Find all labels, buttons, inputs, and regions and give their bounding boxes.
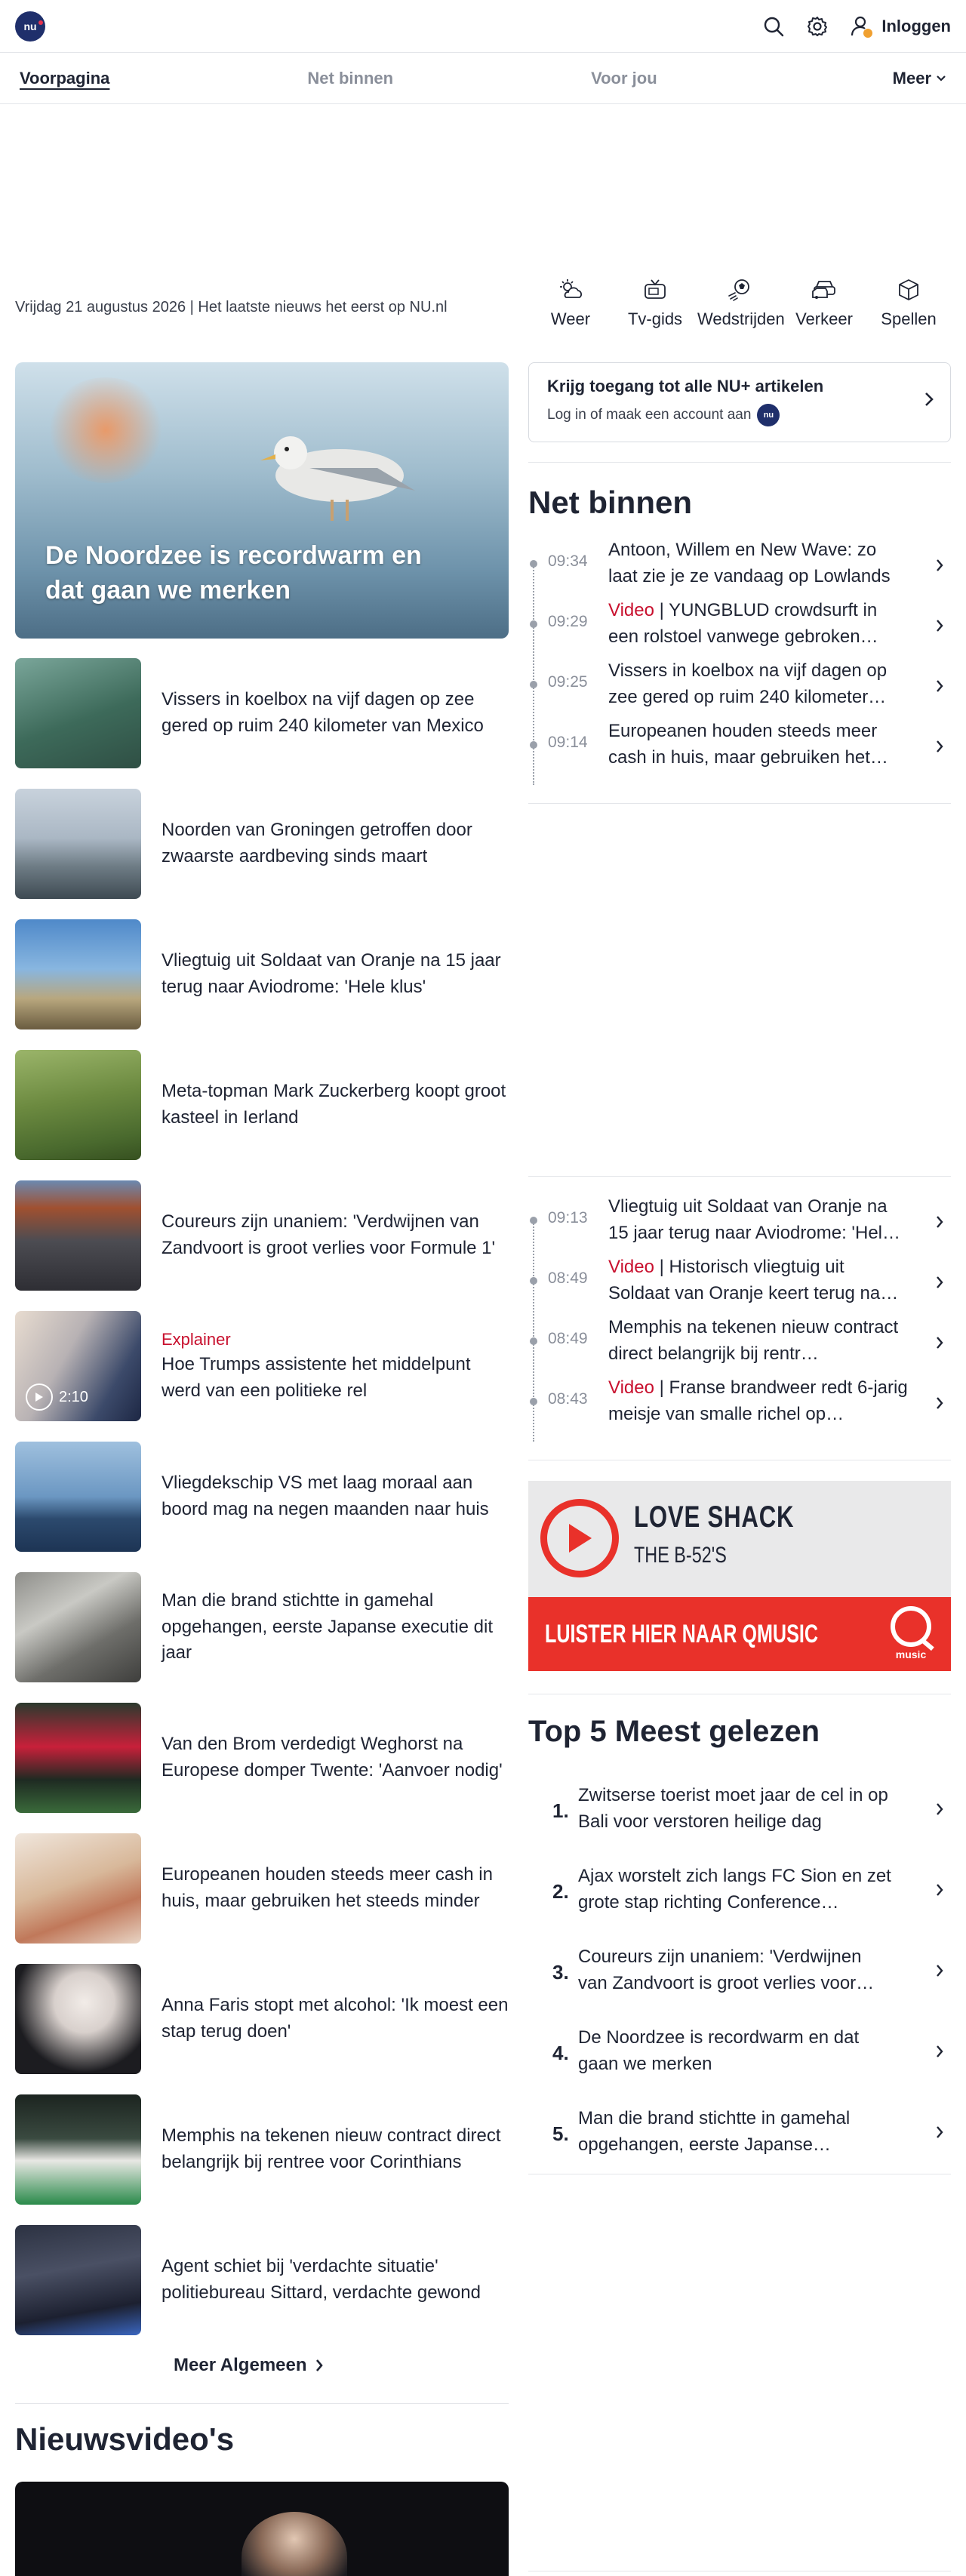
dateline: Vrijdag 21 augustus 2026 | Het laatste nieuws het eerst op NU.nl [15, 299, 448, 315]
divider [528, 1176, 951, 1177]
qmusic-now-playing [528, 1481, 951, 1597]
list-item[interactable] [15, 1180, 509, 1291]
video-duration: 2:10 [59, 1388, 88, 1405]
login-button[interactable] [850, 14, 951, 38]
chevron-right-icon [936, 740, 943, 753]
list-item[interactable] [15, 1964, 509, 2074]
explainer-label: Explainer [162, 1330, 231, 1350]
list-item[interactable] [15, 1572, 509, 1682]
list-item[interactable] [15, 1703, 509, 1813]
list-item[interactable] [15, 658, 509, 768]
car-icon [811, 278, 838, 302]
chevron-right-icon [936, 1215, 943, 1229]
top5-list [528, 1783, 951, 2187]
qmusic-song: LOVE SHACK [634, 1500, 795, 1534]
tab-voor-jou[interactable]: Voor jou [591, 68, 657, 88]
article-title: Noorden van Groningen getroffen door zwaarste aardbeving sinds maart [162, 820, 472, 866]
timeline-time: 09:25 [548, 673, 588, 691]
qmusic-banner[interactable] [528, 1481, 951, 1671]
article-thumbnail [15, 2225, 141, 2335]
article-thumbnail [15, 1311, 141, 1421]
timeline-item[interactable] [528, 1194, 951, 1254]
user-icon [850, 14, 874, 38]
article-thumbnail [15, 1442, 141, 1552]
article-thumbnail [15, 789, 141, 899]
timeline-item[interactable] [528, 719, 951, 779]
article-title: Van den Brom verdedigt Weghorst na Europese domper Twente: 'Aanvoer nodig' [162, 1734, 503, 1780]
top5-text: De Noordzee is recordwarm en dat gaan we merken [578, 2027, 860, 2074]
nav-more-label: Meer [892, 68, 931, 88]
net-binnen-title: Net binnen [528, 485, 692, 520]
video-label: Video [608, 1377, 654, 1398]
meer-algemeen-link[interactable] [174, 2355, 324, 2376]
hero-title: De Noordzee is recordwarm en dat gaan we merken [45, 541, 422, 605]
list-item[interactable] [15, 2094, 509, 2205]
article-title: Hoe Trumps assistente het middelpunt werd van een politieke rel [162, 1354, 471, 1401]
hero-image-detail [45, 377, 166, 483]
timeline-dot [530, 1217, 537, 1224]
nuplus-sub-text: Log in of maak een account aan [547, 407, 752, 423]
weather-icon [557, 278, 584, 302]
timeline-dot [530, 1398, 537, 1405]
header-actions [762, 14, 951, 38]
hero-article[interactable] [15, 362, 509, 639]
timeline-item[interactable] [528, 658, 951, 719]
tab-voorpagina[interactable]: Voorpagina [20, 68, 110, 88]
article-title: Coureurs zijn unaniem: 'Verdwijnen van Zandvoort is groot verlies voor Formule 1' [162, 1211, 496, 1258]
nieuwsvideos-title: Nieuwsvideo's [15, 2421, 235, 2457]
video-image-detail [242, 2512, 347, 2576]
meer-algemeen-label: Meer Algemeen [174, 2355, 307, 2375]
service-label: Wedstrijden [697, 309, 785, 328]
timeline-time: 09:13 [548, 1209, 588, 1226]
list-item[interactable] [15, 1833, 509, 1944]
nuplus-banner[interactable] [528, 362, 951, 442]
chevron-right-icon [936, 2045, 943, 2058]
top5-rank: 1. [552, 1799, 569, 1822]
service-spellen[interactable] [866, 278, 951, 329]
separator: | [659, 600, 664, 620]
service-tv-gids[interactable] [613, 278, 697, 329]
video-label: Video [608, 600, 654, 620]
article-thumbnail [15, 1050, 141, 1160]
timeline-time: 08:49 [548, 1330, 588, 1347]
nuplus-heading: Krijg toegang tot alle NU+ artikelen [547, 377, 824, 395]
article-title: Europeanen houden steeds meer cash in huis, maar gebruiken het steeds minder [162, 1864, 493, 1911]
qmusic-cta: LUISTER HIER NAAR QMUSIC [545, 1620, 819, 1648]
timeline-text: Antoon, Willem en New Wave: zo laat zie je ze vandaag op Lowlands [608, 540, 891, 586]
separator: | [659, 1377, 664, 1398]
top5-text: Ajax worstelt zich langs FC Sion en zet grote stap richting Conference… [578, 1866, 891, 1913]
top5-text: Zwitserse toerist moet jaar de cel in op Bali voor verstoren heilige dag [578, 1785, 888, 1832]
divider [528, 803, 951, 804]
top5-rank: 4. [552, 2042, 569, 2064]
top5-item[interactable] [528, 1944, 951, 2025]
article-thumbnail [15, 1703, 141, 1813]
divider [15, 2403, 509, 2404]
list-item[interactable] [15, 789, 509, 899]
timeline-headline: YUNGBLUD crowdsurft in een rolstoel vanwege gebroken… [608, 600, 878, 647]
timeline-dot [530, 560, 537, 568]
qmusic-cta-bar [528, 1597, 951, 1671]
tab-net-binnen[interactable]: Net binnen [307, 68, 394, 88]
video-thumbnail[interactable] [15, 2482, 509, 2576]
timeline-item[interactable] [528, 537, 951, 598]
chevron-right-icon [936, 1802, 943, 1816]
timeline-time: 09:14 [548, 734, 588, 751]
video-label: Video [608, 1257, 654, 1277]
top5-item[interactable] [528, 1783, 951, 1864]
article-title: Vissers in koelbox na vijf dagen op zee gered op ruim 240 kilometer van Mexico [162, 689, 484, 736]
article-title: Agent schiet bij 'verdachte situatie' politiebureau Sittard, verdachte gewond [162, 2256, 481, 2303]
net-binnen-list-1 [528, 537, 951, 779]
list-item[interactable] [15, 919, 509, 1029]
timeline-text [608, 1375, 910, 1428]
chevron-right-icon [936, 1964, 943, 1977]
chevron-right-icon [936, 1336, 943, 1350]
article-thumbnail [15, 658, 141, 768]
list-item[interactable] [15, 2225, 509, 2335]
qmusic-logo [884, 1606, 937, 1662]
football-icon [726, 278, 753, 302]
timeline-dot [530, 741, 537, 749]
timeline-text [608, 1254, 910, 1307]
divider [528, 462, 951, 463]
service-weer[interactable] [528, 278, 613, 329]
search-icon[interactable] [762, 15, 785, 38]
article-title: Vliegtuig uit Soldaat van Oranje na 15 jaar terug naar Aviodrome: 'Hele klus' [162, 950, 501, 997]
chevron-right-icon [936, 559, 943, 572]
top5-text: Man die brand stichtte in gamehal opgehangen, eerste Japanse… [578, 2108, 851, 2155]
chevron-right-icon [924, 392, 934, 407]
top5-rank: 2. [552, 1880, 569, 1903]
service-label: Tv-gids [627, 309, 683, 328]
top5-title: Top 5 Meest gelezen [528, 1715, 820, 1748]
separator: | [659, 1257, 664, 1277]
timeline-time: 08:43 [548, 1390, 588, 1408]
timeline-text: Memphis na tekenen nieuw contract direct belangrijk bij rentr… [608, 1317, 899, 1364]
timeline-dot [530, 681, 537, 688]
top5-item[interactable] [528, 1864, 951, 1944]
chevron-right-icon [936, 1396, 943, 1410]
chevron-down-icon [936, 75, 946, 82]
service-verkeer[interactable] [782, 278, 866, 329]
service-label: Weer [550, 309, 591, 328]
article-title: Meta-topman Mark Zuckerberg koopt groot kasteel in Ierland [162, 1081, 506, 1128]
list-item[interactable] [15, 1442, 509, 1552]
article-thumbnail [15, 1180, 141, 1291]
timeline-headline: Franse brandweer redt 6-jarig meisje van smalle richel op… [608, 1377, 908, 1424]
service-label: Verkeer [795, 309, 853, 328]
timeline-time: 09:34 [548, 552, 588, 570]
top5-item[interactable] [528, 2025, 951, 2106]
top5-rank: 3. [552, 1961, 569, 1984]
chevron-right-icon [936, 619, 943, 632]
service-wedstrijden[interactable] [697, 278, 785, 329]
timeline-item[interactable] [528, 598, 951, 658]
article-thumbnail [15, 2094, 141, 2205]
list-item[interactable] [15, 1311, 509, 1421]
nu-logo[interactable]: nu [15, 11, 45, 42]
timeline-time: 08:49 [548, 1270, 588, 1287]
top5-rank: 5. [552, 2122, 569, 2145]
timeline-text [608, 598, 910, 651]
timeline-text: Vissers in koelbox na vijf dagen op zee gered op ruim 240 kilometer… [608, 660, 888, 707]
timeline-dot [530, 1337, 537, 1345]
article-title: Anna Faris stopt met alcohol: 'Ik moest een stap terug doen' [162, 1995, 509, 2042]
article-thumbnail [15, 1833, 141, 1944]
main-nav [0, 53, 966, 104]
chevron-right-icon [936, 2125, 943, 2139]
chevron-right-icon [936, 1883, 943, 1897]
top5-text: Coureurs zijn unaniem: 'Verdwijnen van Zandvoort is groot verlies voor… [578, 1947, 875, 1993]
net-binnen-list-2 [528, 1194, 951, 1436]
nav-more-button[interactable] [893, 69, 946, 88]
timeline-text: Europeanen houden steeds meer cash in huis, maar gebruiken het… [608, 721, 888, 768]
nuplus-sub [547, 404, 932, 426]
login-label: Inloggen [881, 16, 951, 35]
play-icon[interactable] [540, 1499, 619, 1577]
timeline-headline: Historisch vliegtuig uit Soldaat van Oranje keert terug na… [608, 1257, 899, 1303]
article-title: Vliegdekschip VS met laag moraal aan boord mag na negen maanden naar huis [162, 1473, 489, 1519]
seagull-image [242, 415, 438, 528]
gear-icon[interactable] [806, 15, 829, 38]
timeline-item[interactable] [528, 1254, 951, 1315]
site-header [0, 0, 966, 53]
nu-mini-logo: nu [757, 404, 780, 426]
article-thumbnail [15, 1572, 141, 1682]
tv-icon [641, 278, 669, 302]
article-thumbnail [15, 1964, 141, 2074]
timeline-item[interactable] [528, 1315, 951, 1375]
qmusic-q-icon [891, 1606, 931, 1647]
chevron-right-icon [936, 679, 943, 693]
chevron-right-icon [315, 2359, 324, 2372]
chevron-right-icon [936, 1276, 943, 1289]
article-title: Memphis na tekenen nieuw contract direct belangrijk bij rentree voor Corinthians [162, 2125, 501, 2172]
qmusic-artist: THE B-52'S [634, 1543, 727, 1568]
cube-icon [895, 278, 922, 302]
service-label: Spellen [881, 309, 937, 328]
timeline-text: Vliegtuig uit Soldaat van Oranje na 15 jaar terug naar Aviodrome: 'Hel… [608, 1196, 901, 1243]
timeline-dot [530, 1277, 537, 1285]
services-bar [528, 278, 951, 329]
article-list [15, 658, 509, 2335]
article-thumbnail [15, 919, 141, 1029]
timeline-time: 09:29 [548, 613, 588, 630]
timeline-item[interactable] [528, 1375, 951, 1436]
video-badge [26, 1383, 88, 1411]
timeline-dot [530, 620, 537, 628]
qmusic-logo-text: music [895, 1648, 927, 1660]
article-title: Man die brand stichtte in gamehal opgehangen, eerste Japanse executie dit jaar [162, 1590, 493, 1663]
play-icon [26, 1383, 53, 1411]
article-text [162, 1328, 509, 1404]
list-item[interactable] [15, 1050, 509, 1160]
